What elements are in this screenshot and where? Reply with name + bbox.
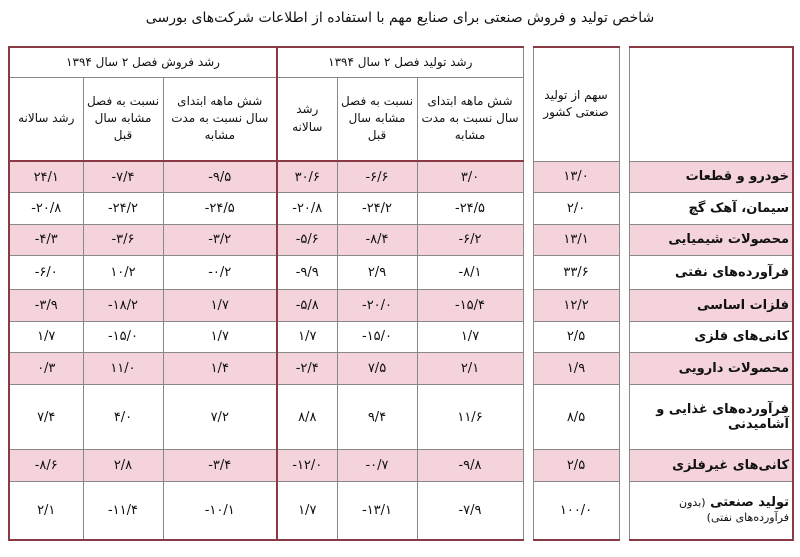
spacer [619, 384, 629, 449]
production-annual-cell: ۱/۷ [277, 321, 337, 353]
sales-season-header: نسبت به فصل مشابه سال قبل [83, 77, 163, 161]
share-cell: ۱۰۰/۰ [533, 481, 619, 540]
production-six-month-cell: -۶/۲ [417, 224, 523, 256]
table-row [9, 224, 793, 256]
spacer [619, 450, 629, 482]
sales-annual-cell: ۲۴/۱ [9, 161, 83, 193]
spacer [523, 321, 533, 353]
industry-name-cell [629, 256, 793, 290]
production-season-header: نسبت به فصل مشابه سال قبل [337, 77, 417, 161]
industry-name-cell [629, 353, 793, 385]
share-cell: ۱۳/۱ [533, 224, 619, 256]
production-season-cell: -۰/۷ [337, 450, 417, 482]
production-annual-cell: -۹/۹ [277, 256, 337, 290]
spacer [619, 290, 629, 322]
production-annual-cell: -۲۰/۸ [277, 193, 337, 225]
sales-six-month-header: شش ماهه ابتدای سال نسبت به مدت مشابه [163, 77, 277, 161]
industry-name-cell [629, 161, 793, 193]
sales-annual-cell: ۰/۳ [9, 353, 83, 385]
share-cell: ۱۲/۲ [533, 290, 619, 322]
production-season-cell: -۲۰/۰ [337, 290, 417, 322]
sales-six-month-cell: ۱/۴ [163, 353, 277, 385]
sales-six-month-cell: -۳/۴ [163, 450, 277, 482]
spacer [619, 321, 629, 353]
table-row [9, 384, 793, 449]
table-row [9, 290, 793, 322]
spacer [523, 450, 533, 482]
sales-season-cell: ۴/۰ [83, 384, 163, 449]
production-annual-cell: -۵/۸ [277, 290, 337, 322]
spacer [523, 193, 533, 225]
spacer [619, 481, 629, 540]
production-annual-cell: -۲/۴ [277, 353, 337, 385]
industry-name-note: (بدون فرآورده‌های نفتی) [679, 496, 790, 525]
industry-header [629, 47, 793, 161]
production-six-month-header: شش ماهه ابتدای سال نسبت به مدت مشابه [417, 77, 523, 161]
spacer [619, 353, 629, 385]
production-annual-cell: ۸/۸ [277, 384, 337, 449]
production-season-cell: ۷/۵ [337, 353, 417, 385]
production-season-cell: -۱۳/۱ [337, 481, 417, 540]
industry-name: فلزات اساسی [697, 297, 790, 313]
production-six-month-cell: -۷/۹ [417, 481, 523, 540]
sales-six-month-cell: -۱۰/۱ [163, 481, 277, 540]
sales-season-cell: -۱۱/۴ [83, 481, 163, 540]
industry-name: محصولات شیمیایی [668, 232, 790, 248]
spacer [619, 193, 629, 225]
sales-season-cell: -۷/۴ [83, 161, 163, 193]
table-title: شاخص تولید و فروش صنعتی برای صنایع مهم با استفاده از اطلاعات شرکت‌های بورسی [145, 10, 655, 26]
sales-annual-cell: -۸/۶ [9, 450, 83, 482]
sales-six-month-cell: -۹/۵ [163, 161, 277, 193]
production-annual-cell: ۳۰/۶ [277, 161, 337, 193]
spacer [619, 256, 629, 290]
production-season-cell: ۹/۴ [337, 384, 417, 449]
sales-season-cell: -۲۴/۲ [83, 193, 163, 225]
production-season-cell: -۶/۶ [337, 161, 417, 193]
sales-six-month-cell: ۱/۷ [163, 290, 277, 322]
sales-annual-cell: -۲۰/۸ [9, 193, 83, 225]
production-season-cell: -۸/۴ [337, 224, 417, 256]
industry-name: کانی‌های غیرفلزی [672, 458, 790, 473]
industry-name: محصولات دارویی [678, 361, 790, 376]
spacer [523, 481, 533, 540]
sales-season-cell: ۱۰/۲ [83, 256, 163, 290]
spacer [619, 47, 629, 161]
share-cell: ۱/۹ [533, 353, 619, 385]
industry-name-cell [629, 384, 793, 449]
share-cell: ۲/۵ [533, 450, 619, 482]
production-season-cell: -۱۵/۰ [337, 321, 417, 353]
share-cell: ۳۳/۶ [533, 256, 619, 290]
sales-six-month-cell: ۷/۲ [163, 384, 277, 449]
sales-group-header: رشد فروش فصل ۲ سال ۱۳۹۴ [9, 47, 277, 77]
table-row [9, 450, 793, 482]
production-season-cell: ۲/۹ [337, 256, 417, 290]
table-row [9, 481, 793, 540]
spacer [523, 290, 533, 322]
table-row [9, 161, 793, 193]
industry-name-cell [629, 481, 793, 540]
sales-annual-cell: ۷/۴ [9, 384, 83, 449]
spacer [619, 161, 629, 193]
share-cell: ۲/۰ [533, 193, 619, 225]
share-header: سهم از تولید صنعتی کشور [533, 47, 619, 161]
sales-annual-cell: -۳/۹ [9, 290, 83, 322]
production-annual-cell: ۱/۷ [277, 481, 337, 540]
sales-season-cell: ۲/۸ [83, 450, 163, 482]
industry-name-cell [629, 321, 793, 353]
share-cell: ۲/۵ [533, 321, 619, 353]
sales-six-month-cell: -۲۴/۵ [163, 193, 277, 225]
sales-annual-cell: -۴/۳ [9, 224, 83, 256]
table-row [9, 193, 793, 225]
production-annual-cell: -۱۲/۰ [277, 450, 337, 482]
production-group-header: رشد تولید فصل ۲ سال ۱۳۹۴ [277, 47, 523, 77]
production-six-month-cell: -۲۴/۵ [417, 193, 523, 225]
industry-name-cell [629, 193, 793, 225]
table-row [9, 321, 793, 353]
production-annual-header: رشد سالانه [277, 77, 337, 161]
industry-name: تولید صنعتی [710, 495, 790, 511]
production-six-month-cell: ۱۱/۶ [417, 384, 523, 449]
sales-season-cell: -۳/۶ [83, 224, 163, 256]
sales-season-cell: ۱۱/۰ [83, 353, 163, 385]
sales-season-cell: -۱۵/۰ [83, 321, 163, 353]
production-six-month-cell: ۲/۱ [417, 353, 523, 385]
industry-name-cell [629, 224, 793, 256]
spacer [619, 224, 629, 256]
sales-six-month-cell: -۳/۲ [163, 224, 277, 256]
production-six-month-cell: ۳/۰ [417, 161, 523, 193]
industry-name: فرآورده‌های نفتی [675, 265, 790, 281]
industry-name: خودرو و قطعات [685, 169, 790, 185]
production-six-month-cell: -۸/۱ [417, 256, 523, 290]
industry-name-cell [629, 290, 793, 322]
sales-six-month-cell: ۱/۷ [163, 321, 277, 353]
spacer [523, 256, 533, 290]
spacer [523, 224, 533, 256]
table-row [9, 256, 793, 290]
sales-season-cell: -۱۸/۲ [83, 290, 163, 322]
sales-annual-header: رشد سالانه [9, 77, 83, 161]
spacer [523, 161, 533, 193]
production-six-month-cell: ۱/۷ [417, 321, 523, 353]
industry-name: کانی‌های فلزی [694, 329, 790, 345]
industry-name: فرآورده‌های غذایی و آشامیدنی [656, 402, 790, 432]
spacer [523, 353, 533, 385]
sales-annual-cell: ۱/۷ [9, 321, 83, 353]
industrial-index-table [8, 46, 794, 541]
industry-name: سیمان، آهک گچ [688, 200, 790, 216]
sales-annual-cell: -۶/۰ [9, 256, 83, 290]
spacer [523, 384, 533, 449]
production-six-month-cell: -۹/۸ [417, 450, 523, 482]
share-cell: ۱۳/۰ [533, 161, 619, 193]
industry-name-cell [629, 450, 793, 482]
table-row [9, 353, 793, 385]
sales-annual-cell: ۲/۱ [9, 481, 83, 540]
share-cell: ۸/۵ [533, 384, 619, 449]
production-annual-cell: -۵/۶ [277, 224, 337, 256]
production-season-cell: -۲۴/۲ [337, 193, 417, 225]
sales-six-month-cell: -۰/۲ [163, 256, 277, 290]
spacer [523, 47, 533, 161]
production-six-month-cell: -۱۵/۴ [417, 290, 523, 322]
